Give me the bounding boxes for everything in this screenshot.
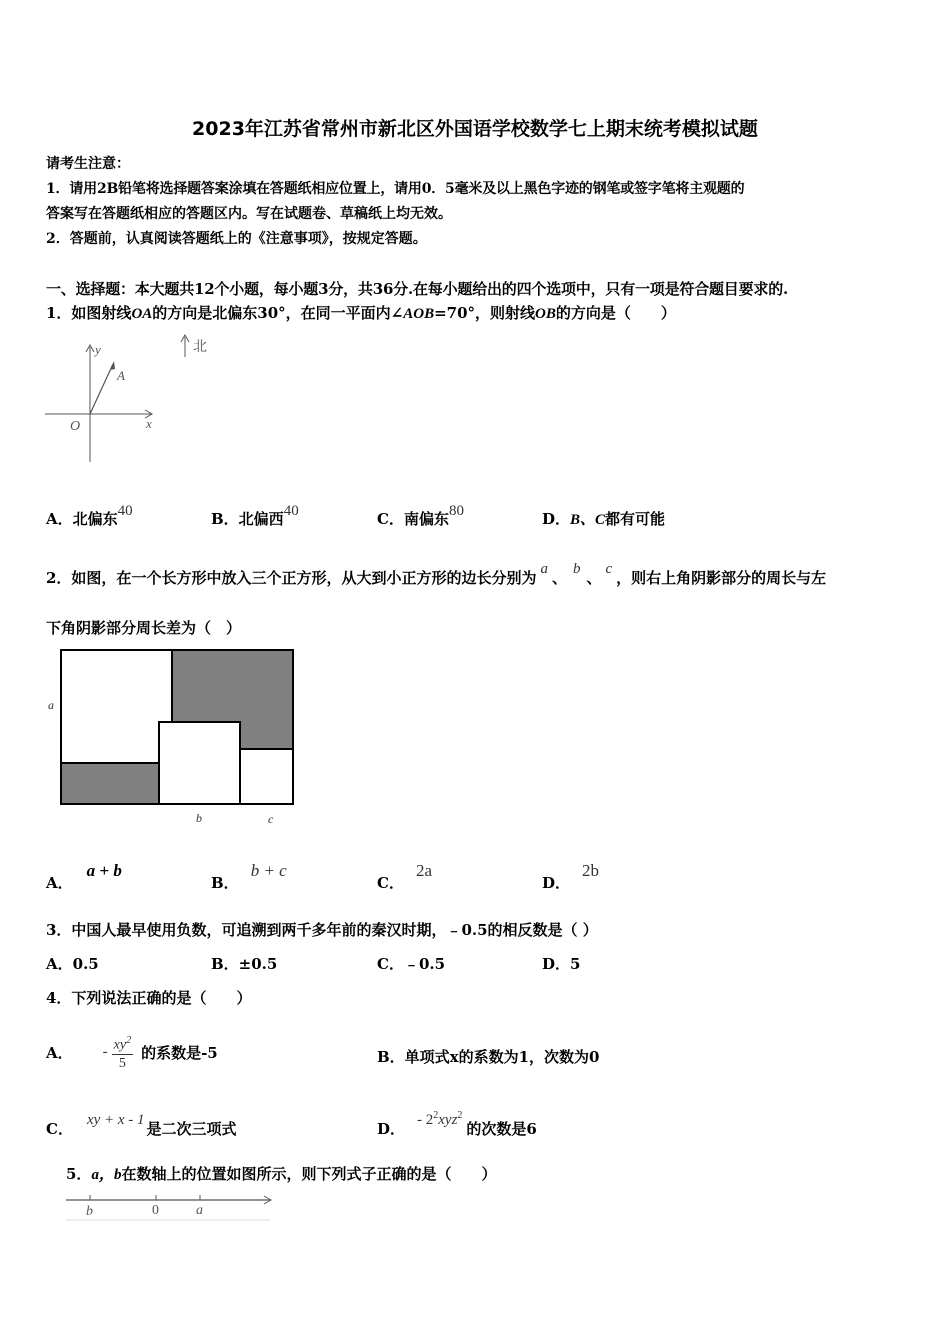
question-3-stem: 3．中国人最早使用负数，可追溯到两千多年前的秦汉时期，﹣0.5的相反数是（ ） — [46, 921, 598, 939]
notice-heading: 请考生注意： — [46, 156, 130, 172]
section-heading: 一、选择题：本大题共12个小题，每小题3分，共36分.在每小题给出的四个选项中，只有一项是符合题目要求的. — [46, 280, 789, 298]
ray-oa-arrow — [110, 361, 115, 370]
q1-option-b: B．北偏西40 — [211, 503, 299, 528]
ray-oa — [90, 364, 113, 414]
q2-option-a: A．a + b — [46, 861, 122, 892]
q4-option-b: B．单项式x的系数为1，次数为0 — [377, 1048, 600, 1066]
north-label: 北 — [193, 339, 207, 355]
q2-option-c: C．2a — [377, 861, 432, 892]
square-c — [240, 749, 293, 804]
q1-option-a: A．北偏东40 — [46, 503, 133, 528]
q3-option-a: A．0.5 — [46, 955, 99, 973]
square-a — [61, 650, 172, 763]
question-2-figure — [40, 645, 310, 830]
label-b: b — [86, 1204, 93, 1219]
bottom-left-shaded — [62, 763, 159, 803]
label-a: a — [48, 698, 54, 712]
origin-label: O — [70, 419, 81, 434]
fraction: $\frac{xy^2}{5}$ — [112, 1032, 133, 1072]
q1-option-d: D．B、C都有可能 — [542, 510, 666, 528]
notice-line-1b: 答案写在答题纸相应的答题区内。写在试题卷、草稿纸上均无效。 — [46, 206, 452, 222]
q2-option-d: D．2b — [542, 861, 600, 892]
notice-line-2: 2．答题前，认真阅读答题纸上的《注意事项》，按规定答题。 — [46, 231, 427, 247]
notice-line-1a: 1．请用2B铅笔将选择题答案涂填在答题纸相应位置上，请用0．5毫米及以上黑色字迹的钢笔或签字笔将主观题的 — [46, 181, 745, 197]
q3-option-b: B．±0.5 — [211, 955, 278, 973]
q4-option-d: D． - $2^2xyz^2$的次数是6 — [377, 1110, 537, 1138]
square-b — [159, 722, 240, 804]
q1-option-c: C．南偏东80 — [377, 503, 464, 528]
q3-option-d: D．5 — [542, 955, 581, 973]
label-b: b — [196, 811, 202, 825]
q2-option-b: B．b + c — [211, 861, 287, 892]
question-4-stem: 4．下列说法正确的是（ ） — [46, 989, 252, 1007]
question-2-stem-line-2: 下角阴影部分周长差为（ ） — [46, 619, 242, 637]
question-1-figure — [40, 332, 230, 467]
label-c: c — [268, 812, 274, 826]
point-a-label: A — [117, 368, 125, 383]
y-label: y — [95, 342, 101, 357]
q4-option-a: A． - $\frac{xy^2}{5}$ 的系数是-5 — [46, 1022, 218, 1082]
label-zero: 0 — [152, 1203, 159, 1218]
question-1-stem: 1．如图射线OA的方向是北偏东30°，在同一平面内∠AOB=70°，则射线OB的方向是（ ） — [46, 304, 676, 322]
q3-option-c: C．﹣0.5 — [377, 955, 446, 973]
question-2-stem-line-1: 2．如图，在一个长方形中放入三个正方形，从大到小正方形的边长分别为 a 、 b 、 c ，则右上角阴影部分的周长与左 — [46, 561, 827, 587]
question-5-stem: 5．a，b在数轴上的位置如图所示，则下列式子正确的是（ ） — [66, 1165, 497, 1183]
q4-option-c: C． xy + x - 1 是二次三项式 — [46, 1112, 237, 1138]
x-label: x — [146, 416, 152, 431]
label-a: a — [196, 1203, 203, 1218]
page-title: 2023年江苏省常州市新北区外国语学校数学七上期末统考模拟试题 — [192, 118, 758, 140]
question-5-number-line — [62, 1190, 277, 1224]
